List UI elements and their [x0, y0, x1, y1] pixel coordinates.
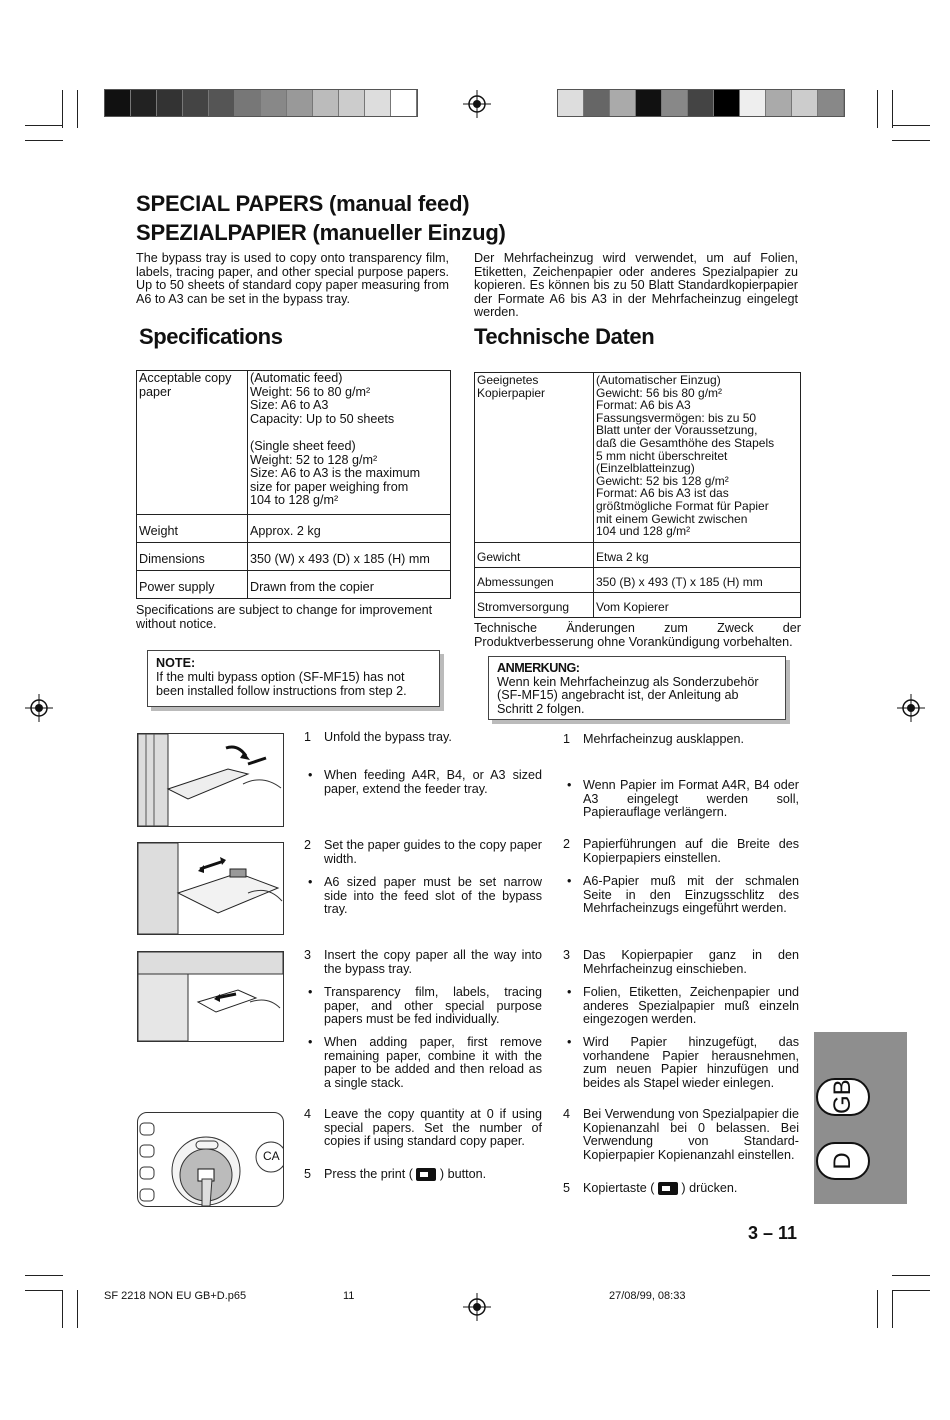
print-button-icon [658, 1182, 678, 1195]
step-number: • [308, 1035, 313, 1049]
step-number: • [567, 1035, 572, 1049]
step-text: When feeding A4R, B4, or A3 sized paper, extend the feeder tray. [324, 768, 542, 796]
step-text: Unfold the bypass tray. [324, 730, 452, 744]
specifications-table-english [136, 370, 451, 599]
step-number: • [567, 985, 572, 999]
spec-value-dimensions: 350 (B) x 493 (T) x 185 (H) mm [594, 568, 801, 593]
spec-value-line: (Automatischer Einzug) [596, 373, 721, 387]
spec-key-paper: Geeignetes Kopierpapier [475, 373, 594, 543]
spec-value-line: 5 mm nicht überschreitet [596, 448, 728, 463]
step-text: Folien, Etiketten, Zeichenpapier und anderes Spezialpapier muß einzeln eingezogen werden. [583, 985, 799, 1027]
spec-disclaimer-english: Specifications are subject to change for improvement without notice. [136, 603, 433, 631]
spec-key-weight: Weight [137, 515, 248, 543]
color-swatch [636, 90, 662, 116]
tab-label-d: D [816, 1142, 870, 1180]
spec-value-line: Weight: 56 to 80 g/m² [250, 384, 371, 399]
spec-value-line: daß die Gesamthöhe des Stapels [596, 435, 775, 450]
crop-mark [25, 1290, 63, 1291]
crop-mark [892, 1275, 930, 1276]
color-swatch-bar-right [557, 89, 845, 117]
spec-value-line: mit einem Gewicht zwischen [596, 511, 748, 526]
illustration-insert-paper [137, 951, 284, 1042]
step-number: • [308, 768, 313, 782]
language-tab [814, 1032, 907, 1204]
note-title: ANMERKUNG: [497, 661, 580, 675]
step-number: 3 [304, 948, 312, 962]
color-swatch [287, 90, 313, 116]
registration-target-icon [463, 90, 491, 118]
step-number: • [308, 875, 313, 889]
step-number: 3 [563, 948, 571, 962]
color-swatch [792, 90, 818, 116]
color-swatch [235, 90, 261, 116]
color-swatch [261, 90, 287, 116]
spec-value-line: Size: A6 to A3 [250, 398, 329, 413]
spec-key-weight: Gewicht [475, 543, 594, 568]
step-number: 2 [304, 838, 312, 852]
spec-value-line: größtmögliche Format für Papier [596, 498, 769, 513]
step-text [324, 1168, 542, 1182]
note-box-german [488, 656, 786, 720]
spec-value-line: 104 to 128 g/m² [250, 493, 339, 508]
footer-date: 27/08/99, 08:33 [609, 1290, 686, 1302]
step-number: 1 [563, 732, 571, 746]
registration-target-icon [25, 694, 53, 722]
step-number: 5 [304, 1167, 312, 1181]
spec-value-line: Gewicht: 56 bis 80 g/m² [596, 385, 723, 400]
crop-mark [892, 1290, 930, 1291]
step-text: A6-Papier muß mit der schmalen Seite in den Einzugsschlitz des Mehrfacheinzugs eingeführt werden. [583, 874, 799, 916]
color-swatch [105, 90, 131, 116]
spec-value-line: (Einzelblatteinzug) [596, 461, 695, 476]
step-number: 5 [563, 1181, 571, 1195]
crop-mark [892, 140, 930, 141]
specifications-heading: Specifications [139, 324, 283, 349]
step-text: Transparency film, labels, tracing paper, and other special purpose papers must be fed individually. [324, 985, 542, 1027]
spec-key-dimensions: Dimensions [137, 543, 248, 571]
intro-english: The bypass tray is used to copy onto transparency film, labels, tracing paper, and other special purpose papers. Up to 50 sheets of standard copy paper measuring from A6 to A3 can be set in the bypass tray. [136, 251, 449, 306]
color-swatch [209, 90, 235, 116]
step-text: Wird Papier hinzugefügt, das vorhandene Papier herausnehmen, zum neuen Papier hinzufügen und beides als Stapel wieder einlegen. [583, 1035, 799, 1090]
spec-value-line: Capacity: Up to 50 sheets [250, 411, 395, 426]
step-text: Insert the copy paper all the way into the bypass tray. [324, 948, 542, 976]
title-english: SPECIAL PAPERS (manual feed) [136, 191, 470, 216]
spec-value-line: size for paper weighing from [250, 479, 409, 494]
spec-key-dimensions: Abmessungen [475, 568, 594, 593]
spec-value-line: Fassungsvermögen: bis zu 50 [596, 410, 757, 425]
step-text-part: Kopiertaste ( [583, 1181, 658, 1195]
footer-filename: SF 2218 NON EU GB+D.p65 [104, 1290, 247, 1302]
spec-value-power: Drawn from the copier [248, 571, 451, 599]
color-swatch [714, 90, 740, 116]
color-swatch [131, 90, 157, 116]
crop-mark [25, 1275, 63, 1276]
registration-target-icon [463, 1293, 491, 1321]
spec-value-dimensions: 350 (W) x 493 (D) x 185 (H) mm [248, 543, 451, 571]
crop-mark [25, 125, 63, 126]
step-text: Mehrfacheinzug ausklappen. [583, 732, 745, 746]
title-german: SPEZIALPAPIER (manueller Einzug) [136, 220, 506, 245]
step-text: Wenn Papier im Format A4R, B4 oder A3 eingelegt werden soll, Papierauflage verlängern. [583, 778, 799, 820]
note-text: Wenn kein Mehrfacheinzug als Sonderzubehör (SF-MF15) angebracht ist, der Anleitung ab Schritt 2 folgen. [497, 674, 759, 716]
step-number: 4 [563, 1107, 571, 1121]
spec-value-line: Size: A6 to A3 is the maximum [250, 466, 421, 481]
print-button-icon [416, 1168, 436, 1181]
color-swatch [584, 90, 610, 116]
crop-mark [877, 90, 878, 128]
spec-value-power: Vom Kopierer [594, 593, 801, 618]
color-swatch [610, 90, 636, 116]
color-swatch [313, 90, 339, 116]
spec-value-line: Gewicht: 52 bis 128 g/m² [596, 473, 729, 488]
spec-value-line: (Automatic feed) [250, 371, 343, 385]
step-text: A6 sized paper must be set narrow side into the feed slot of the bypass tray. [324, 875, 542, 917]
illustration-paper-guides [137, 842, 284, 935]
registration-target-icon [897, 694, 925, 722]
note-title: NOTE: [156, 656, 196, 670]
color-swatch [662, 90, 688, 116]
color-swatch [391, 90, 417, 116]
page-number: 3 – 11 [748, 1223, 798, 1243]
spec-key-power: Stromversorgung [475, 593, 594, 618]
spec-value-line: Format: A6 bis A3 ist das [596, 486, 729, 501]
step-text: Leave the copy quantity at 0 if using special papers. Set the number of copies if using standard copy paper. [324, 1107, 542, 1149]
crop-mark [25, 140, 63, 141]
illustration-control-panel [137, 1112, 284, 1207]
intro-german: Der Mehrfacheinzug wird verwendet, um auf Folien, Etiketten, Zeichenpapier oder anderes Spezialpapier zu kopieren. Es können bis zu 50 Blatt Standardkopierpapier der Formate A6 bis A3 in der Mehrfacheinzug eingelegt werden. [474, 251, 798, 320]
specifications-table-german [474, 372, 801, 618]
step-text-part: ) button. [436, 1167, 487, 1181]
spec-value-paper [594, 373, 801, 543]
crop-mark [892, 125, 930, 126]
crop-mark [877, 1290, 878, 1328]
footer-page: 11 [343, 1290, 355, 1302]
step-number: • [567, 874, 572, 888]
color-swatch [339, 90, 365, 116]
step-number: 2 [563, 837, 571, 851]
spec-value-line: (Single sheet feed) [250, 438, 356, 453]
crop-mark [892, 1290, 893, 1328]
crop-mark [892, 90, 893, 128]
step-text: Bei Verwendung von Spezialpapier die Kopienanzahl bei 0 belassen. Bei Verwendung von Standard-Kopierpapier Kopienanzahl einstellen. [583, 1107, 799, 1162]
color-swatch [183, 90, 209, 116]
step-number: • [567, 778, 572, 792]
crop-mark [62, 1290, 63, 1328]
step-text: Set the paper guides to the copy paper width. [324, 838, 542, 866]
crop-mark [62, 90, 63, 128]
technische-daten-heading: Technische Daten [474, 324, 655, 349]
color-swatch [558, 90, 584, 116]
spec-key-paper: Acceptable copy paper [137, 371, 248, 515]
step-text-part: ) drücken. [677, 1181, 738, 1195]
color-swatch [365, 90, 391, 116]
step-number: • [308, 985, 313, 999]
ca-button-label: CA [263, 1149, 280, 1163]
crop-mark [77, 1290, 78, 1328]
illustration-unfold-tray [137, 733, 284, 827]
step-number: 4 [304, 1107, 312, 1121]
step-text-part: Press the print ( [324, 1167, 417, 1181]
step-text: Das Kopierpapier ganz in den Mehrfacheinzug einschieben. [583, 948, 799, 976]
spec-value-line: Blatt unter der Voraussetzung, [596, 423, 758, 438]
spec-value-weight: Etwa 2 kg [594, 543, 801, 568]
spec-value-line [250, 426, 448, 440]
spec-key-power: Power supply [137, 571, 248, 599]
color-swatch [740, 90, 766, 116]
color-swatch-bar-left [104, 89, 418, 117]
spec-value-line: 104 und 128 g/m² [596, 524, 691, 539]
step-text [583, 1182, 799, 1196]
tab-label-gb: GB [816, 1078, 870, 1116]
note-box-english [147, 650, 440, 707]
step-number: 1 [304, 730, 312, 744]
step-text: When adding paper, first remove remaining paper, combine it with the paper to be added and then reload as a single stack. [324, 1035, 542, 1090]
crop-mark [77, 90, 78, 128]
note-text: If the multi bypass option (SF-MF15) has not been installed follow instructions from step 2. [156, 670, 407, 698]
step-text: Papierführungen auf die Breite des Kopierpapiers einstellen. [583, 837, 799, 865]
spec-value-paper [248, 371, 451, 515]
color-swatch [688, 90, 714, 116]
spec-value-line: Format: A6 bis A3 [596, 398, 691, 413]
color-swatch [157, 90, 183, 116]
spec-disclaimer-german: Technische Änderungen zum Zweck der Produktverbesserung ohne Vorankündigung vorbehalten. [474, 621, 801, 649]
color-swatch [818, 90, 844, 116]
spec-value-weight: Approx. 2 kg [248, 515, 451, 543]
spec-value-line: Weight: 52 to 128 g/m² [250, 452, 378, 467]
color-swatch [766, 90, 792, 116]
